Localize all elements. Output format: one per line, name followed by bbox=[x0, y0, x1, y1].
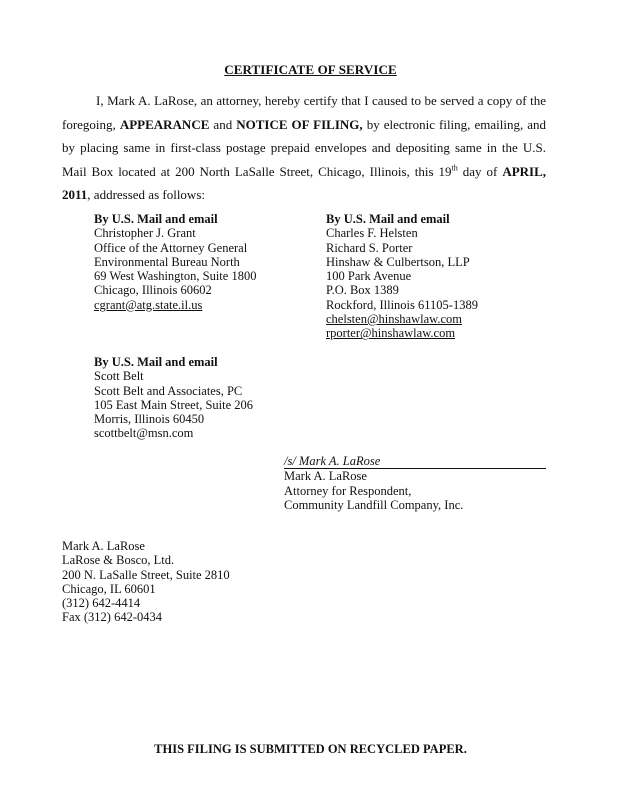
para-bold-date: APRIL, 2011 bbox=[62, 163, 547, 203]
recipient-line: 105 East Main Street, Suite 206 bbox=[94, 397, 254, 412]
para-superscript: th bbox=[451, 163, 458, 173]
sender-line: (312) 642-4414 bbox=[62, 596, 141, 611]
para-bold-notice: NOTICE OF FILING, bbox=[236, 116, 363, 132]
recipient-block-helsten bbox=[326, 212, 478, 341]
recipient-line: Hinshaw & Culbertson, LLP bbox=[326, 254, 470, 269]
signature-line: /s/ Mark A. LaRose bbox=[284, 454, 546, 469]
recipient-line: Scott Belt and Associates, PC bbox=[94, 383, 243, 398]
para-text-3: by electronic filing, emailing, and by placing same in first-class postage prepaid envelopes and depositing same in the U.S. Mail Box located at 200 North LaSalle Street, Chicago, Illinois, this 19 bbox=[62, 116, 546, 179]
para-text-5: , addressed as follows: bbox=[87, 187, 205, 203]
sender-line: Mark A. LaRose bbox=[62, 539, 145, 553]
sender-line: LaRose & Bosco, Ltd. bbox=[62, 553, 175, 568]
recipient-method: By U.S. Mail and email bbox=[94, 355, 218, 369]
recipient-line: P.O. Box 1389 bbox=[326, 283, 399, 298]
recipient-email-link[interactable]: cgrant@atg.state.il.us bbox=[94, 297, 203, 312]
recipient-method: By U.S. Mail and email bbox=[94, 212, 218, 226]
recipient-line: Richard S. Porter bbox=[326, 240, 413, 255]
recipient-block-grant bbox=[94, 212, 256, 312]
para-bold-appearance: APPEARANCE bbox=[119, 116, 210, 132]
sender-address-block bbox=[62, 539, 230, 625]
signature-line-text: Community Landfill Company, Inc. bbox=[284, 497, 464, 512]
recipient-line: Rockford, Illinois 61105-1389 bbox=[326, 297, 478, 312]
recipient-line: scottbelt@msn.com bbox=[94, 426, 194, 441]
recipient-line: Chicago, Illinois 60602 bbox=[94, 283, 212, 298]
para-text-1: I, Mark A. LaRose, an attorney, hereby certify that I caused to be served a copy of the foregoing, bbox=[62, 93, 546, 132]
signature-line-text: Attorney for Respondent, bbox=[284, 483, 412, 498]
recipient-line: Environmental Bureau North bbox=[94, 254, 240, 269]
para-text-4: day of bbox=[457, 163, 503, 179]
sender-line: 200 N. LaSalle Street, Suite 2810 bbox=[62, 567, 230, 582]
recipient-line: Scott Belt bbox=[94, 369, 144, 384]
recipient-line: Charles F. Helsten bbox=[326, 226, 418, 241]
recipient-line: 69 West Washington, Suite 1800 bbox=[94, 269, 257, 284]
recipient-line: Office of the Attorney General bbox=[94, 240, 248, 255]
recipient-block-belt bbox=[94, 355, 253, 441]
sender-line: Chicago, IL 60601 bbox=[62, 581, 156, 596]
signature-line-text: Mark A. LaRose bbox=[284, 469, 367, 484]
recipient-email-link[interactable]: rporter@hinshawlaw.com bbox=[326, 326, 456, 341]
certification-paragraph bbox=[62, 89, 546, 207]
sender-line: Fax (312) 642-0434 bbox=[62, 610, 162, 625]
recipient-line: Christopher J. Grant bbox=[94, 226, 196, 241]
signature-block bbox=[284, 454, 546, 512]
recycled-paper-footer: THIS FILING IS SUBMITTED ON RECYCLED PAPER. bbox=[154, 742, 467, 756]
recipient-line: Morris, Illinois 60450 bbox=[94, 412, 205, 427]
certificate-title: CERTIFICATE OF SERVICE bbox=[224, 62, 397, 77]
recipient-line: 100 Park Avenue bbox=[326, 269, 412, 284]
recipient-email-link[interactable]: chelsten@hinshawlaw.com bbox=[326, 312, 463, 327]
recipient-method: By U.S. Mail and email bbox=[326, 212, 450, 226]
para-text-2: and bbox=[209, 116, 237, 132]
